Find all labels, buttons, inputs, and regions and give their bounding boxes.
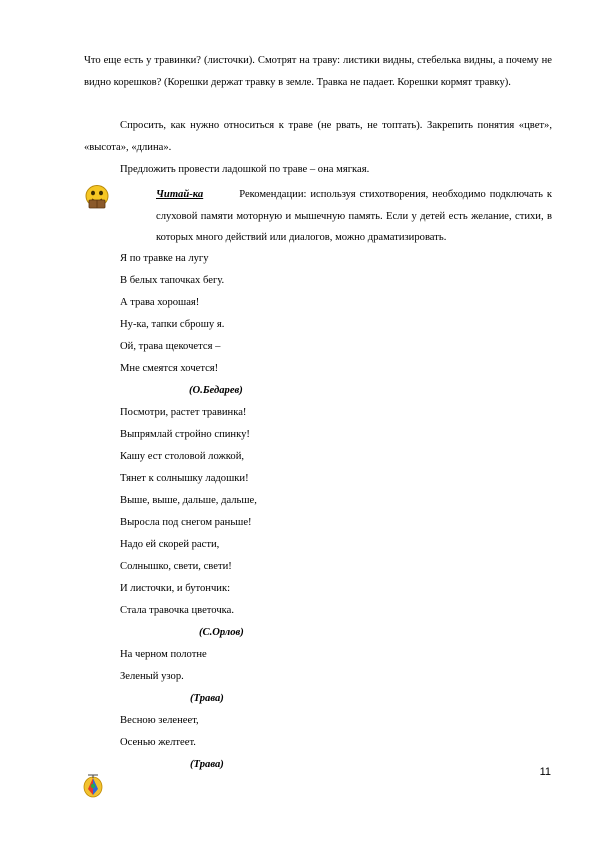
poem2-line-9: И листочки, и бутончик:: [120, 583, 231, 594]
riddle2-answer: (Трава): [190, 759, 224, 770]
poem1-line-4: Ну-ка, тапки сброшу я.: [120, 319, 225, 330]
poem2-line-7: Надо ей скорей расти,: [120, 539, 220, 550]
poem1-line-2: В белых тапочках бегу.: [120, 275, 225, 286]
riddle1-line-1: На черном полотне: [120, 649, 207, 660]
paragraph-attitude: Спросить, как нужно относиться к траве (не рвать, не топтать). Закрепить понятия «цвет», «высота», «длина».: [84, 120, 552, 153]
poem2-line-3: Кашу ест столовой ложкой,: [120, 451, 245, 462]
page-number: 11: [539, 766, 551, 778]
paragraph-roots: Что еще есть у травинки? (листочки). Смотрят на траву: листики видны, стебелька видны, а почему не видно корешков? (Корешки держат травку в земле. Травка не падает. Корешки кормят травку).: [84, 55, 552, 88]
poem2-line-1: Посмотри, растет травинка!: [120, 407, 247, 418]
paragraph-touch: Предложить провести ладошкой по траве – она мягкая.: [120, 164, 370, 175]
poem2-line-5: Выше, выше, дальше, дальше,: [120, 495, 257, 506]
poem1-line-6: Мне смеятся хочется!: [120, 363, 219, 374]
balloon-icon: [82, 772, 104, 800]
riddle2-line-1: Весною зеленеет,: [120, 715, 199, 726]
poem2-author: (С.Орлов): [199, 627, 244, 638]
read-recommendation-text: Рекомендации: используя стихотворения, необходимо подключать к слуховой памяти моторную и мышечную память. Если у детей есть желание, стихи, в которых много действий или диалогов, можно драматизировать.: [156, 189, 552, 244]
poem2-line-4: Тянет к солнышку ладошки!: [120, 473, 249, 484]
riddle2-line-2: Осенью желтеет.: [120, 737, 196, 748]
poem2-line-2: Выпрямлай стройно спинку!: [120, 429, 250, 440]
poem2-line-6: Выросла под снегом раньше!: [120, 517, 252, 528]
smiley-reading-icon: [82, 184, 112, 210]
riddle1-line-2: Зеленый узор.: [120, 671, 184, 682]
poem1-line-3: А трава хорошая!: [120, 297, 200, 308]
poem1-line-5: Ой, трава щекочется –: [120, 341, 221, 352]
poem2-line-10: Стала травочка цветочка.: [120, 605, 234, 616]
poem1-line-1: Я по травке на лугу: [120, 253, 209, 264]
poem1-author: (О.Бедарев): [189, 385, 243, 396]
read-heading: Читай-ка: [156, 189, 204, 200]
riddle1-answer: (Трава): [190, 693, 224, 704]
poem2-line-8: Солнышко, свети, свети!: [120, 561, 232, 572]
reading-recommendation: [156, 184, 552, 249]
